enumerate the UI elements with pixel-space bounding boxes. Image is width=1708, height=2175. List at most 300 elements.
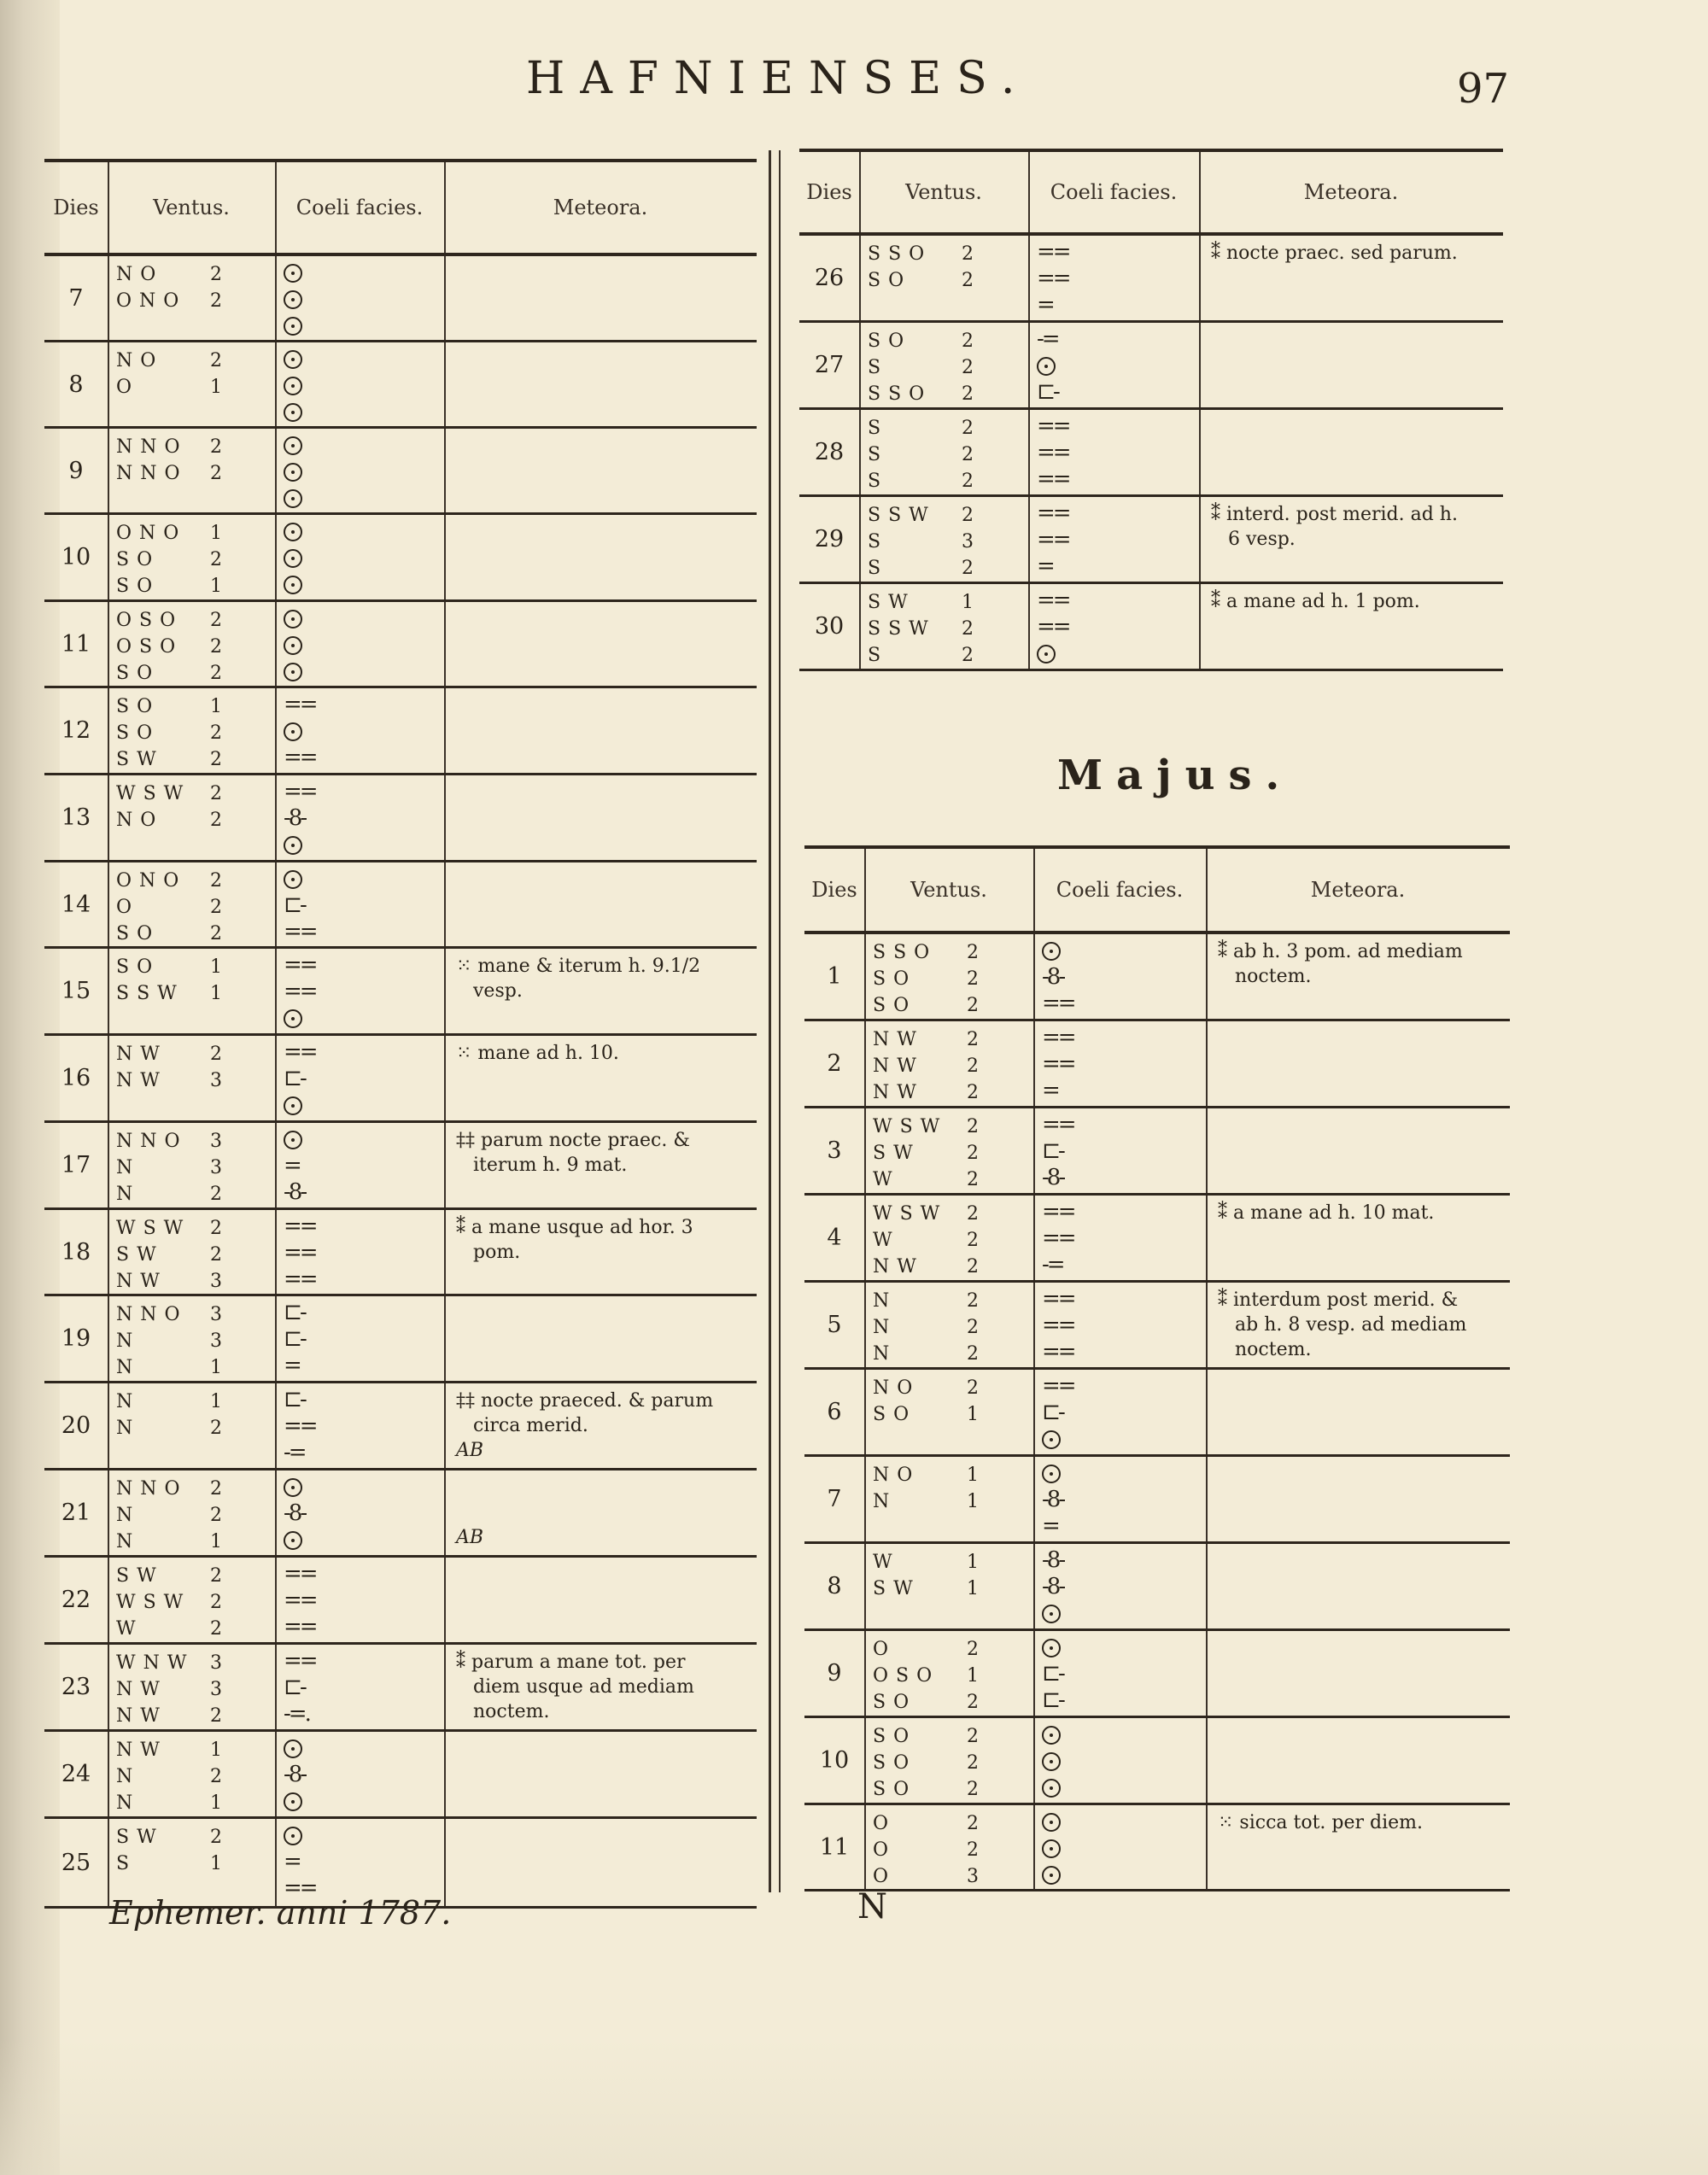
column-rule	[1033, 1283, 1035, 1367]
sky-symbol: ==	[1037, 527, 1069, 553]
wind-entry	[873, 1689, 992, 1716]
table-row	[44, 775, 757, 862]
sky-symbol: ==	[284, 952, 316, 978]
column-rule	[444, 256, 446, 340]
column-rule	[864, 1108, 866, 1193]
wind-strength: 2	[210, 436, 223, 458]
clear-sky-symbol	[284, 403, 302, 422]
wind-direction: N W	[873, 1029, 917, 1050]
wind-direction: N	[116, 1157, 134, 1178]
meteora-line: ⁙ mane ad h. 10.	[456, 1043, 619, 1064]
column-rule	[275, 1470, 277, 1555]
table-header	[804, 845, 1510, 934]
sky-symbol: ==	[1042, 1373, 1074, 1399]
wind-entry	[868, 328, 987, 354]
sky-symbol: ==	[284, 1614, 316, 1640]
wind-entry	[116, 954, 236, 980]
wind-entry	[116, 693, 236, 720]
day-number: 2	[827, 1050, 842, 1077]
wind-strength: 2	[962, 558, 974, 579]
column-rule	[108, 342, 109, 426]
day-number: 9	[68, 457, 84, 484]
wind-direction: S	[868, 357, 882, 378]
wind-strength: 2	[210, 1766, 223, 1787]
wind-strength: 3	[210, 1652, 223, 1674]
wind-cell	[873, 1810, 992, 1890]
sky-cell	[284, 1039, 335, 1119]
column-rule	[859, 152, 861, 232]
sky-symbol: ⊏-	[284, 1326, 305, 1352]
wind-direction: S O	[116, 722, 154, 744]
column-rule	[108, 429, 109, 512]
clear-sky-symbol	[1042, 1605, 1061, 1623]
clear-sky-symbol	[1042, 1639, 1061, 1658]
column-rule	[1206, 1718, 1208, 1803]
wind-strength: 2	[962, 645, 974, 666]
table-row	[44, 688, 757, 775]
sky-symbol: ==	[284, 1266, 316, 1292]
column-rule	[444, 1296, 446, 1381]
column-rule	[108, 162, 109, 253]
wind-entry	[116, 1354, 236, 1381]
sky-cell	[1042, 1634, 1093, 1714]
column-rule	[1199, 236, 1201, 320]
wind-direction: N	[116, 1184, 134, 1205]
wind-entry	[116, 547, 236, 573]
column-rule	[1033, 1805, 1035, 1889]
clear-sky-symbol	[1042, 1866, 1061, 1885]
meteora-note	[456, 1041, 748, 1066]
wind-entry	[873, 1341, 992, 1367]
table-row	[799, 497, 1503, 584]
clear-sky-symbol	[1037, 357, 1056, 376]
meteora-line: AB	[456, 1527, 484, 1548]
meteora-line: noctem.	[1235, 966, 1312, 987]
sky-cell	[284, 952, 335, 1032]
wind-entry	[116, 781, 236, 807]
column-header: Coeli facies.	[295, 196, 424, 219]
column-rule	[108, 1470, 109, 1555]
wind-strength: 1	[967, 1465, 980, 1486]
meteora-note	[456, 1389, 748, 1463]
wind-strength: 3	[210, 1131, 223, 1152]
clear-sky-symbol	[284, 610, 302, 629]
sky-symbol: -8-	[1042, 964, 1064, 990]
wind-cell	[116, 1737, 236, 1816]
wind-entry	[116, 634, 236, 660]
table-row	[44, 256, 757, 342]
meteora-line: noctem.	[1235, 1339, 1312, 1360]
wind-entry	[873, 1254, 992, 1280]
wind-strength: 3	[210, 1330, 223, 1352]
wind-direction: N W	[116, 1705, 161, 1727]
wind-cell	[116, 1476, 236, 1555]
day-number: 16	[61, 1065, 91, 1091]
sky-symbol-row	[1042, 1426, 1093, 1453]
meteora-note	[456, 1650, 748, 1724]
wind-direction: S O	[873, 1726, 910, 1747]
wind-strength: 2	[210, 610, 223, 631]
meteora-line: ‡‡ parum nocte praec. &	[456, 1130, 690, 1151]
wind-strength: 2	[210, 290, 223, 312]
wind-cell	[116, 1128, 236, 1207]
wind-strength: 2	[210, 870, 223, 892]
sky-symbol: -=	[284, 1440, 305, 1465]
wind-strength: 2	[967, 1343, 980, 1365]
meteora-line: ⁑ parum a mane tot. per	[456, 1652, 686, 1673]
clear-sky-symbol	[284, 489, 302, 508]
wind-entry	[873, 1723, 992, 1750]
column-rule	[1033, 1544, 1035, 1628]
column-rule	[1206, 1370, 1208, 1454]
wind-strength: 2	[210, 783, 223, 804]
wind-direction: S	[868, 471, 882, 492]
sky-symbol-row	[284, 1126, 335, 1153]
wind-strength: 1	[210, 1739, 223, 1761]
column-rule	[275, 1645, 277, 1729]
wind-strength: 2	[210, 264, 223, 285]
wind-direction: S S O	[873, 942, 931, 963]
sky-cell	[1037, 326, 1088, 406]
wind-entry	[868, 616, 987, 642]
wind-entry	[868, 642, 987, 669]
wind-entry	[116, 1415, 236, 1441]
wind-strength: 2	[210, 1705, 223, 1727]
column-rule	[1206, 1457, 1208, 1541]
column-rule	[1028, 236, 1030, 320]
wind-direction: S S O	[868, 243, 926, 265]
meteora-note	[1211, 241, 1494, 266]
column-rule	[444, 1123, 446, 1207]
wind-entry	[116, 868, 236, 894]
wind-entry	[873, 992, 992, 1019]
column-rule	[1028, 584, 1030, 669]
wind-cell	[116, 1301, 236, 1381]
table-row	[804, 1021, 1510, 1108]
column-rule	[864, 1457, 866, 1541]
column-rule	[444, 1470, 446, 1555]
wind-direction: N N O	[116, 1131, 181, 1152]
sky-cell	[1042, 1547, 1093, 1627]
wind-strength: 3	[962, 531, 974, 553]
wind-entry	[116, 1737, 236, 1763]
wind-entry	[868, 529, 987, 555]
wind-cell	[873, 1288, 992, 1367]
wind-direction: N O	[116, 810, 157, 831]
column-rule	[108, 775, 109, 860]
wind-entry	[116, 261, 236, 288]
wind-entry	[873, 1227, 992, 1254]
day-number: 23	[61, 1674, 91, 1700]
wind-strength: 2	[967, 1256, 980, 1278]
table-row	[804, 934, 1510, 1021]
day-number: 10	[819, 1747, 850, 1774]
meteora-line: ⁑ nocte praec. sed parum.	[1211, 243, 1458, 264]
wind-direction: S W	[873, 1143, 914, 1164]
wind-strength: 1	[210, 1531, 223, 1552]
wind-direction: S W	[116, 1827, 157, 1848]
wind-direction: O	[873, 1866, 890, 1887]
sky-symbol: ==	[284, 1648, 316, 1674]
column-rule	[859, 584, 861, 669]
column-header: Ventus.	[153, 196, 230, 219]
table-row	[44, 1732, 757, 1819]
wind-strength: 2	[210, 722, 223, 744]
column-rule	[275, 1558, 277, 1642]
wind-cell	[116, 1563, 236, 1642]
sky-symbol-row	[284, 718, 335, 745]
wind-cell	[868, 589, 987, 669]
sky-cell	[284, 1561, 335, 1640]
sky-symbol: -8-	[1042, 1165, 1064, 1190]
wind-entry	[873, 1114, 992, 1140]
wind-strength: 2	[967, 1317, 980, 1338]
column-rule	[864, 1718, 866, 1803]
sky-symbol-row	[284, 432, 335, 459]
table-row	[804, 1370, 1510, 1457]
sky-cell	[1042, 938, 1093, 1017]
wind-direction: S S W	[868, 618, 929, 640]
wind-strength: 1	[210, 983, 223, 1004]
table-row	[44, 602, 757, 688]
wind-direction: N W	[873, 1256, 917, 1278]
day-number: 10	[61, 544, 91, 570]
day-number: 17	[61, 1152, 91, 1178]
column-rule	[1199, 152, 1201, 232]
day-number: 30	[814, 613, 845, 640]
clear-sky-symbol	[1042, 1779, 1061, 1798]
wind-direction: W	[873, 1169, 893, 1190]
day-number: 5	[827, 1312, 842, 1338]
wind-direction: S W	[868, 592, 909, 613]
column-header: Dies	[53, 196, 99, 219]
wind-direction: S O	[873, 1779, 910, 1800]
wind-strength: 2	[967, 1692, 980, 1713]
table-row	[44, 342, 757, 429]
wind-strength: 2	[967, 942, 980, 963]
column-rule	[275, 162, 277, 253]
column-rule	[108, 862, 109, 946]
sky-symbol-row	[284, 260, 335, 286]
wind-direction: W	[116, 1618, 137, 1640]
wind-entry	[873, 966, 992, 992]
clear-sky-symbol	[284, 317, 302, 336]
sky-cell	[1037, 413, 1088, 493]
meteora-line: circa merid.	[473, 1415, 588, 1436]
table-row	[44, 1123, 757, 1210]
wind-entry	[873, 1166, 992, 1193]
sky-cell	[284, 518, 335, 598]
wind-entry	[873, 1663, 992, 1689]
column-rule	[444, 1645, 446, 1729]
clear-sky-symbol	[1042, 1726, 1061, 1745]
sky-symbol: -=	[1037, 326, 1058, 352]
sky-symbol: ==	[1037, 239, 1069, 265]
column-rule	[1206, 1021, 1208, 1106]
meteora-note	[1218, 939, 1501, 989]
wind-cell	[116, 1215, 236, 1295]
column-rule	[108, 1732, 109, 1816]
sky-symbol: ==	[1037, 466, 1069, 492]
day-number: 24	[61, 1761, 91, 1787]
wind-direction: N O	[116, 264, 157, 285]
table-header	[44, 159, 757, 256]
column-rule	[275, 949, 277, 1033]
table-row	[804, 1283, 1510, 1370]
column-rule	[1206, 1544, 1208, 1628]
column-rule	[444, 429, 446, 512]
wind-strength: 1	[967, 1491, 980, 1512]
wind-direction: N N O	[116, 463, 181, 484]
wind-direction: N W	[116, 1271, 161, 1292]
sky-cell	[284, 1822, 335, 1902]
wind-strength: 2	[962, 243, 974, 265]
meteora-note	[456, 1128, 748, 1178]
sky-symbol: =	[1042, 1513, 1058, 1539]
column-rule	[108, 1036, 109, 1120]
wind-direction: N W	[116, 1070, 161, 1091]
wind-strength: 2	[210, 1218, 223, 1239]
sky-symbol-row	[284, 1735, 335, 1762]
wind-strength: 2	[210, 1592, 223, 1613]
column-rule	[275, 515, 277, 599]
wind-direction: N	[116, 1792, 134, 1814]
wind-entry	[116, 1268, 236, 1295]
wind-strength: 2	[210, 1565, 223, 1587]
sky-symbol: ⊏-	[1042, 1138, 1063, 1164]
wind-strength: 1	[967, 1578, 980, 1599]
sky-symbol-row	[284, 832, 335, 858]
wind-cell	[873, 1462, 992, 1515]
sky-symbol: -8-	[1042, 1487, 1064, 1512]
wind-strength: 2	[967, 1813, 980, 1834]
wind-direction: N O	[873, 1465, 914, 1486]
wind-strength: 3	[210, 1271, 223, 1292]
wind-strength: 1	[210, 1792, 223, 1814]
wind-direction: N	[116, 1391, 134, 1412]
clear-sky-symbol	[284, 1827, 302, 1845]
wind-cell	[873, 939, 992, 1019]
sky-symbol-row	[284, 658, 335, 685]
wind-strength: 2	[967, 1726, 980, 1747]
wind-direction: S O	[873, 1404, 910, 1425]
wind-strength: 2	[967, 995, 980, 1016]
wind-entry	[116, 1703, 236, 1729]
wind-strength: 2	[210, 1505, 223, 1526]
clear-sky-symbol	[1042, 1813, 1061, 1832]
wind-direction: W N W	[116, 1652, 188, 1674]
clear-sky-symbol	[284, 1009, 302, 1028]
wind-entry	[116, 1676, 236, 1703]
meteora-line: ⁙ mane & iterum h. 9.1/2	[456, 956, 701, 977]
sky-symbol-row	[284, 459, 335, 485]
day-number: 15	[61, 978, 91, 1004]
wind-strength: 3	[210, 1304, 223, 1325]
wind-entry	[116, 1181, 236, 1207]
wind-direction: O	[873, 1813, 890, 1834]
column-rule	[275, 1036, 277, 1120]
column-rule	[108, 1558, 109, 1642]
wind-direction: N	[116, 1357, 134, 1378]
column-rule	[444, 1558, 446, 1642]
wind-entry	[873, 1201, 992, 1227]
wind-strength: 2	[210, 1184, 223, 1205]
wind-entry	[116, 1589, 236, 1616]
sky-symbol: ==	[284, 1240, 316, 1266]
wind-strength: 3	[210, 1157, 223, 1178]
wind-entry	[116, 1763, 236, 1790]
wind-entry	[873, 1079, 992, 1106]
column-header: Coeli facies.	[1056, 878, 1184, 902]
sky-symbol-row	[284, 866, 335, 892]
wind-cell	[868, 241, 987, 294]
wind-strength: 2	[210, 1478, 223, 1500]
meteora-line: ⁑ a mane usque ad hor. 3	[456, 1217, 693, 1238]
wind-direction: N	[116, 1531, 134, 1552]
day-number: 21	[61, 1500, 91, 1526]
signature-mark: N	[857, 1887, 887, 1927]
meteora-line: ab h. 8 vesp. ad mediam	[1235, 1314, 1467, 1336]
wind-direction: N W	[116, 1679, 161, 1700]
wind-direction: S O	[873, 968, 910, 990]
wind-cell	[873, 1549, 992, 1602]
wind-direction: S O	[873, 995, 910, 1016]
day-number: 14	[61, 891, 91, 918]
column-rule	[1033, 1631, 1035, 1716]
column-rule	[275, 256, 277, 340]
sky-symbol: ==	[1037, 614, 1069, 640]
wind-direction: W S W	[116, 1592, 184, 1613]
day-number: 29	[814, 526, 845, 553]
wind-direction: N O	[116, 350, 157, 371]
column-rule	[275, 342, 277, 426]
clear-sky-symbol	[284, 1096, 302, 1115]
meteora-note	[1211, 589, 1494, 614]
wind-direction: S S O	[868, 383, 926, 405]
column-rule	[275, 602, 277, 686]
column-rule	[275, 1210, 277, 1294]
wind-entry	[873, 1576, 992, 1602]
wind-direction: S O	[873, 1692, 910, 1713]
wind-strength: 1	[210, 1853, 223, 1874]
sky-symbol: ⊏-	[284, 1387, 305, 1412]
clear-sky-symbol	[284, 1739, 302, 1758]
table-row	[804, 1544, 1510, 1631]
sky-symbol: ==	[284, 692, 316, 717]
wind-direction: N W	[116, 1044, 161, 1065]
wind-strength: 2	[210, 1827, 223, 1848]
wind-direction: W S W	[873, 1203, 941, 1225]
meteora-line: ⁑ a mane ad h. 1 pom.	[1211, 591, 1420, 612]
sky-cell	[284, 1213, 335, 1293]
column-divider-inner	[779, 150, 781, 1892]
wind-entry	[873, 1140, 992, 1166]
day-number: 3	[827, 1137, 842, 1164]
column-rule	[444, 1819, 446, 1906]
wind-cell	[868, 502, 987, 582]
clear-sky-symbol	[284, 264, 302, 283]
meteora-line: ⁑ interdum post merid. &	[1218, 1289, 1459, 1311]
sky-cell	[284, 260, 335, 339]
sky-symbol: =	[284, 1153, 300, 1178]
column-rule	[864, 849, 866, 931]
wind-entry	[116, 1790, 236, 1816]
meteora-line	[456, 1500, 748, 1525]
wind-entry	[873, 1810, 992, 1837]
table-row	[799, 323, 1503, 410]
wind-direction: S	[868, 444, 882, 465]
sky-cell	[284, 692, 335, 771]
